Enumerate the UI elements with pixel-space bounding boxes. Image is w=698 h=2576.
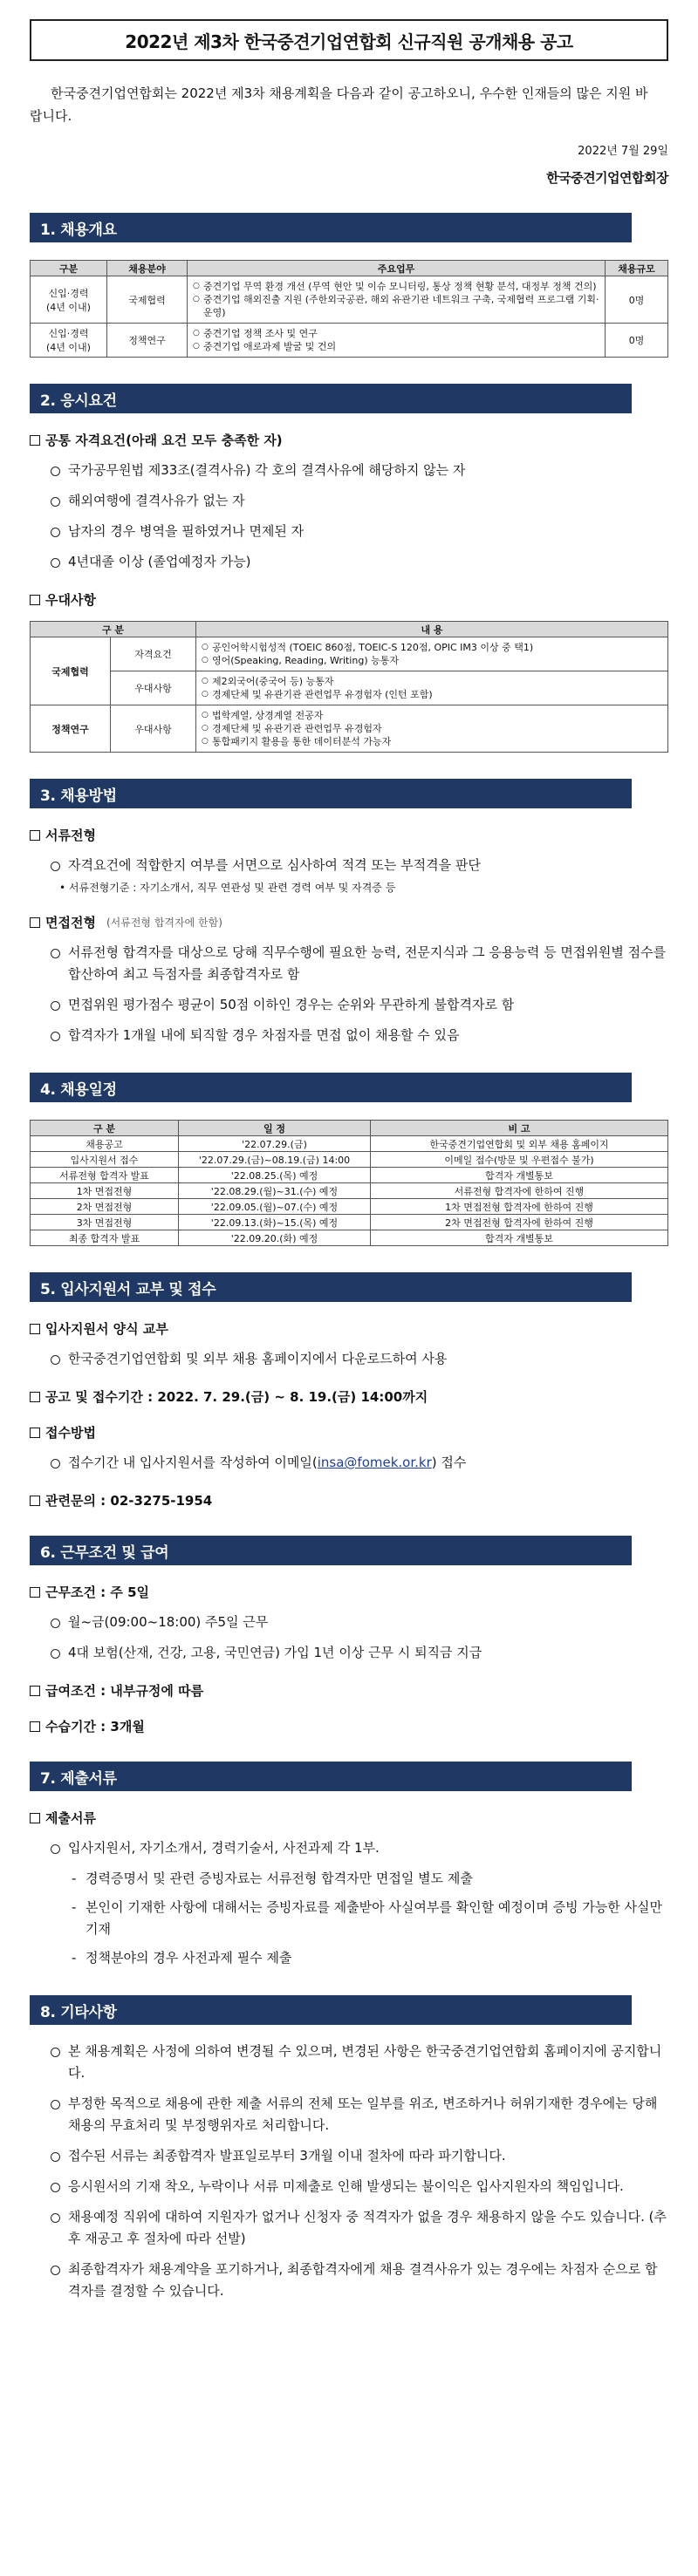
table-cell: 합격자 개별통보 — [371, 1168, 668, 1183]
table-row — [31, 324, 668, 358]
text-span: 접수기간 내 입사지원서를 작성하여 이메일( — [68, 1455, 318, 1470]
table-cell — [188, 276, 606, 324]
section-title: 5. 입사지원서 교부 및 접수 — [30, 1272, 632, 1302]
table-cell: 한국중견기업연합회 및 외부 채용 홈페이지 — [371, 1136, 668, 1152]
section-title: 3. 채용방법 — [30, 779, 632, 808]
duty-item: ○ 중견기업 해외진출 지원 (주한외국공관, 해외 유관기관 네트워크 구축, 국제협력 프로그램 기획·운영) — [193, 293, 599, 319]
table-cell: 국제협력 — [31, 637, 111, 705]
table-cell — [31, 324, 107, 358]
section-title: 2. 응시요건 — [30, 384, 632, 413]
table-cell: '22.08.29.(월)~31.(수) 예정 — [179, 1183, 371, 1199]
dash-item: - 본인이 기재한 사항에 대해서는 증빙자료를 제출받아 사실여부를 확인할 예정이며 증빙 가능한 사실만 기재 — [72, 1897, 668, 1940]
sub-heading-note: (서류전형 합격자에 한함) — [106, 917, 222, 929]
sub-heading — [30, 1319, 668, 1338]
dash-item: - 경력증명서 및 관련 증빙자료는 서류전형 합격자만 면접일 별도 제출 — [72, 1868, 668, 1890]
col-header: 채용규모 — [606, 261, 668, 276]
duty-item: ○ 통합패키지 활용을 통한 데이터분석 가능자 — [202, 735, 662, 748]
table-cell: 정책연구 — [31, 705, 111, 753]
table-row — [31, 1215, 668, 1230]
sub-heading — [30, 1681, 668, 1700]
doc-criteria-note: • 서류전형기준 : 자기소개서, 직무 연관성 및 관련 경력 여부 및 자격증 등 — [59, 882, 396, 894]
section-title: 1. 채용개요 — [30, 213, 632, 242]
table-cell: 합격자 개별통보 — [371, 1230, 668, 1246]
overview-table — [30, 260, 668, 358]
sub-heading — [30, 913, 668, 931]
sub-heading-text: 수습기간 : 3개월 — [45, 1719, 145, 1734]
square-bullet-icon — [30, 595, 40, 605]
sub-heading-text: 급여조건 : 내부규정에 따름 — [45, 1683, 204, 1699]
section-title: 7. 제출서류 — [30, 1762, 632, 1791]
sub-heading-text: 관련문의 : 02-3275-1954 — [45, 1493, 213, 1509]
col-header: 비 고 — [371, 1121, 668, 1136]
section-method — [30, 779, 668, 1046]
section-title: 6. 근무조건 및 급여 — [30, 1536, 632, 1565]
col-header: 구 분 — [31, 1121, 179, 1136]
table-cell — [196, 671, 668, 705]
cell-text: 신입·경력 — [48, 287, 89, 299]
intro-text: 한국중견기업연합회는 2022년 제3차 채용계획을 다음과 같이 공고하오니, 우수한 인재들의 많은 지원 바랍니다. — [30, 85, 648, 124]
sub-heading — [30, 1583, 668, 1601]
table-cell — [196, 637, 668, 671]
cell-text: (4년 이내) — [46, 342, 91, 353]
list-item: 서류전형 합격자를 대상으로 당해 직무수행에 필요한 능력, 전문지식과 그 응용능력 등 면접위원별 점수를 합산하여 최고 득점자를 최종합격자로 함 — [49, 942, 668, 985]
list-item: 4대 보험(산재, 건강, 고용, 국민연금) 가입 1년 이상 근무 시 퇴직금 지급 — [49, 1642, 668, 1664]
table-cell: 1차 면접전형 합격자에 한하여 진행 — [371, 1199, 668, 1215]
table-cell: 우대사항 — [111, 671, 196, 705]
duty-item: ○ 제2외국어(중국어 등) 능통자 — [202, 675, 662, 688]
sub-heading — [30, 1491, 668, 1509]
table-cell: 3차 면접전형 — [31, 1215, 179, 1230]
list-item: 부정한 목적으로 채용에 관한 제출 서류의 전체 또는 일부를 위조, 변조하거나 허위기재한 경우에는 당해 채용의 무효처리 및 부정행위자로 처리합니다. — [49, 2093, 668, 2136]
duty-item: ○ 중견기업 정책 조사 및 연구 — [193, 327, 599, 340]
list-item: 월~금(09:00~18:00) 주5일 근무 — [49, 1612, 668, 1633]
table-cell: '22.09.20.(화) 예정 — [179, 1230, 371, 1246]
duty-item: ○ 영어(Speaking, Reading, Writing) 능통자 — [202, 654, 662, 667]
sub-heading — [30, 1717, 668, 1735]
sub-heading — [30, 590, 668, 609]
list-item: 4년대졸 이상 (졸업예정자 가능) — [49, 551, 668, 573]
table-cell: 채용공고 — [31, 1136, 179, 1152]
table-cell: '22.09.13.(화)~15.(목) 예정 — [179, 1215, 371, 1230]
org-signature: 한국중견기업연합회장 — [546, 170, 668, 186]
email-link[interactable]: insa@fomek.or.kr — [317, 1455, 432, 1470]
list-item: 해외여행에 결격사유가 없는 자 — [49, 490, 668, 512]
list-item — [49, 1452, 668, 1474]
duty-item: ○ 경제단체 및 유관기관 관련업무 유경험자 — [202, 722, 662, 735]
section-overview — [30, 213, 668, 358]
list-item: 남자의 경우 병역을 필하였거나 면제된 자 — [49, 521, 668, 542]
table-cell — [196, 705, 668, 753]
col-header: 내 용 — [196, 622, 668, 637]
square-bullet-icon — [30, 1392, 40, 1402]
duty-item: ○ 중견기업 무역 환경 개선 (무역 현안 및 이슈 모니터링, 통상 정책 현황 분석, 대정부 정책 건의) — [193, 280, 599, 293]
table-cell: 국제협력 — [107, 276, 188, 324]
table-cell: 2차 면접전형 — [31, 1199, 179, 1215]
sub-heading-text: 제출서류 — [45, 1810, 96, 1826]
table-cell: 서류전형 합격자에 한하여 진행 — [371, 1183, 668, 1199]
table-row — [31, 637, 668, 671]
list-item: 자격요건에 적합한지 여부를 서면으로 심사하여 적격 또는 부적격을 판단 — [49, 855, 668, 876]
table-cell: 정책연구 — [107, 324, 188, 358]
sub-heading-text: 입사지원서 양식 교부 — [45, 1321, 168, 1337]
sub-heading — [30, 1387, 668, 1406]
col-header: 구 분 — [31, 622, 196, 637]
duty-item: ○ 중견기업 애로과제 발굴 및 건의 — [193, 340, 599, 353]
sub-heading-text: 서류전형 — [45, 828, 96, 843]
col-header: 채용분야 — [107, 261, 188, 276]
col-header: 일 정 — [179, 1121, 371, 1136]
list-item: 본 채용계획은 사정에 의하여 변경될 수 있으며, 변경된 사항은 한국중견기업연합회 홈페이지에 공지합니다. — [49, 2041, 668, 2084]
table-cell: 1차 면접전형 — [31, 1183, 179, 1199]
table-row — [31, 1152, 668, 1168]
square-bullet-icon — [30, 1428, 40, 1438]
title-box — [30, 19, 668, 61]
col-header: 구분 — [31, 261, 107, 276]
section-etc — [30, 1995, 668, 2302]
dash-item: - 정책분야의 경우 사전과제 필수 제출 — [72, 1947, 668, 1969]
duty-item: ○ 공인어학시험성적 (TOEIC 860점, TOEIC-S 120점, OPIC IM3 이상 중 택1) — [202, 641, 662, 654]
table-row — [31, 1230, 668, 1246]
section-title: 8. 기타사항 — [30, 1995, 632, 2025]
table-row — [31, 276, 668, 324]
table-cell: '22.09.05.(월)~07.(수) 예정 — [179, 1199, 371, 1215]
table-row — [31, 1136, 668, 1152]
table-cell: 자격요건 — [111, 637, 196, 671]
section-schedule — [30, 1073, 668, 1246]
table-row — [31, 705, 668, 753]
col-header: 주요업무 — [188, 261, 606, 276]
table-cell: 이메일 접수(방문 및 우편접수 불가) — [371, 1152, 668, 1168]
table-cell: 0명 — [606, 324, 668, 358]
table-cell: 우대사항 — [111, 705, 196, 753]
table-row — [31, 671, 668, 705]
list-item: 최종합격자가 채용계약을 포기하거나, 최종합격자에게 채용 결격사유가 있는 경우에는 차점자 순으로 합격자를 결정할 수 있습니다. — [49, 2259, 668, 2302]
schedule-table — [30, 1120, 668, 1246]
duty-item: ○ 법학계열, 상경계열 전공자 — [202, 709, 662, 722]
duty-item: ○ 경제단체 및 유관기관 관련업무 유경험자 (인턴 포함) — [202, 688, 662, 701]
sub-heading-text: 공통 자격요건(아래 요건 모두 충족한 자) — [45, 433, 283, 448]
table-cell: 0명 — [606, 276, 668, 324]
square-bullet-icon — [30, 917, 40, 928]
sub-heading — [30, 1809, 668, 1827]
table-row — [31, 1168, 668, 1183]
list-item: 입사지원서, 자기소개서, 경력기술서, 사전과제 각 1부. — [49, 1837, 668, 1859]
announce-date: 2022년 7월 29일 — [578, 145, 668, 158]
square-bullet-icon — [30, 830, 40, 841]
sub-heading — [30, 826, 668, 844]
table-cell: '22.07.29.(금) — [179, 1136, 371, 1152]
table-cell: '22.07.29.(금)~08.19.(금) 14:00 — [179, 1152, 371, 1168]
list-item: 국가공무원법 제33조(결격사유) 각 호의 결격사유에 해당하지 않는 자 — [49, 460, 668, 481]
sub-heading — [30, 1423, 668, 1441]
cell-text: 신입·경력 — [48, 328, 89, 339]
list-item: 한국중견기업연합회 및 외부 채용 홈페이지에서 다운로드하여 사용 — [49, 1348, 668, 1370]
sub-heading-text: 우대사항 — [45, 592, 96, 608]
list-item: 응시원서의 기재 착오, 누락이나 서류 미제출로 인해 발생되는 불이익은 입사지원자의 책임입니다. — [49, 2176, 668, 2198]
table-cell: 입사지원서 접수 — [31, 1152, 179, 1168]
section-title: 4. 채용일정 — [30, 1073, 632, 1102]
sub-heading-text: 면접전형 — [45, 915, 96, 930]
list-item: 접수된 서류는 최종합격자 발표일로부터 3개월 이내 절차에 따라 파기합니다. — [49, 2145, 668, 2167]
square-bullet-icon — [30, 1686, 40, 1696]
text-span: ) 접수 — [431, 1455, 467, 1470]
table-cell — [31, 276, 107, 324]
page-title: 2022년 제3차 한국중견기업연합회 신규직원 공개채용 공고 — [125, 31, 573, 52]
table-row — [31, 1199, 668, 1215]
table-cell: '22.08.25.(목) 예정 — [179, 1168, 371, 1183]
square-bullet-icon — [30, 435, 40, 446]
square-bullet-icon — [30, 1587, 40, 1598]
sub-heading-text: 공고 및 접수기간 : 2022. 7. 29.(금) ~ 8. 19.(금) 14:00까지 — [45, 1389, 428, 1405]
square-bullet-icon — [30, 1324, 40, 1334]
section-requirements — [30, 384, 668, 753]
section-application — [30, 1272, 668, 1509]
sub-heading-text: 접수방법 — [45, 1425, 96, 1441]
table-row — [31, 1183, 668, 1199]
square-bullet-icon — [30, 1496, 40, 1506]
list-item: 채용예정 직위에 대하여 지원자가 없거나 신청자 중 적격자가 없을 경우 채용하지 않을 수도 있습니다. (추후 재공고 후 절차에 따라 선발) — [49, 2206, 668, 2250]
preference-table — [30, 621, 668, 753]
section-conditions — [30, 1536, 668, 1735]
sub-heading-text: 근무조건 : 주 5일 — [45, 1584, 150, 1600]
table-cell: 서류전형 합격자 발표 — [31, 1168, 179, 1183]
square-bullet-icon — [30, 1721, 40, 1732]
cell-text: (4년 이내) — [46, 301, 91, 313]
list-item: 합격자가 1개월 내에 퇴직할 경우 차점자를 면접 없이 채용할 수 있음 — [49, 1025, 668, 1046]
table-cell: 2차 면접전형 합격자에 한하여 진행 — [371, 1215, 668, 1230]
sub-heading — [30, 431, 668, 449]
section-documents — [30, 1762, 668, 1969]
square-bullet-icon — [30, 1813, 40, 1823]
table-cell: 최종 합격자 발표 — [31, 1230, 179, 1246]
table-cell — [188, 324, 606, 358]
list-item: 면접위원 평가점수 평균이 50점 이하인 경우는 순위와 무관하게 불합격자로 함 — [49, 994, 668, 1016]
